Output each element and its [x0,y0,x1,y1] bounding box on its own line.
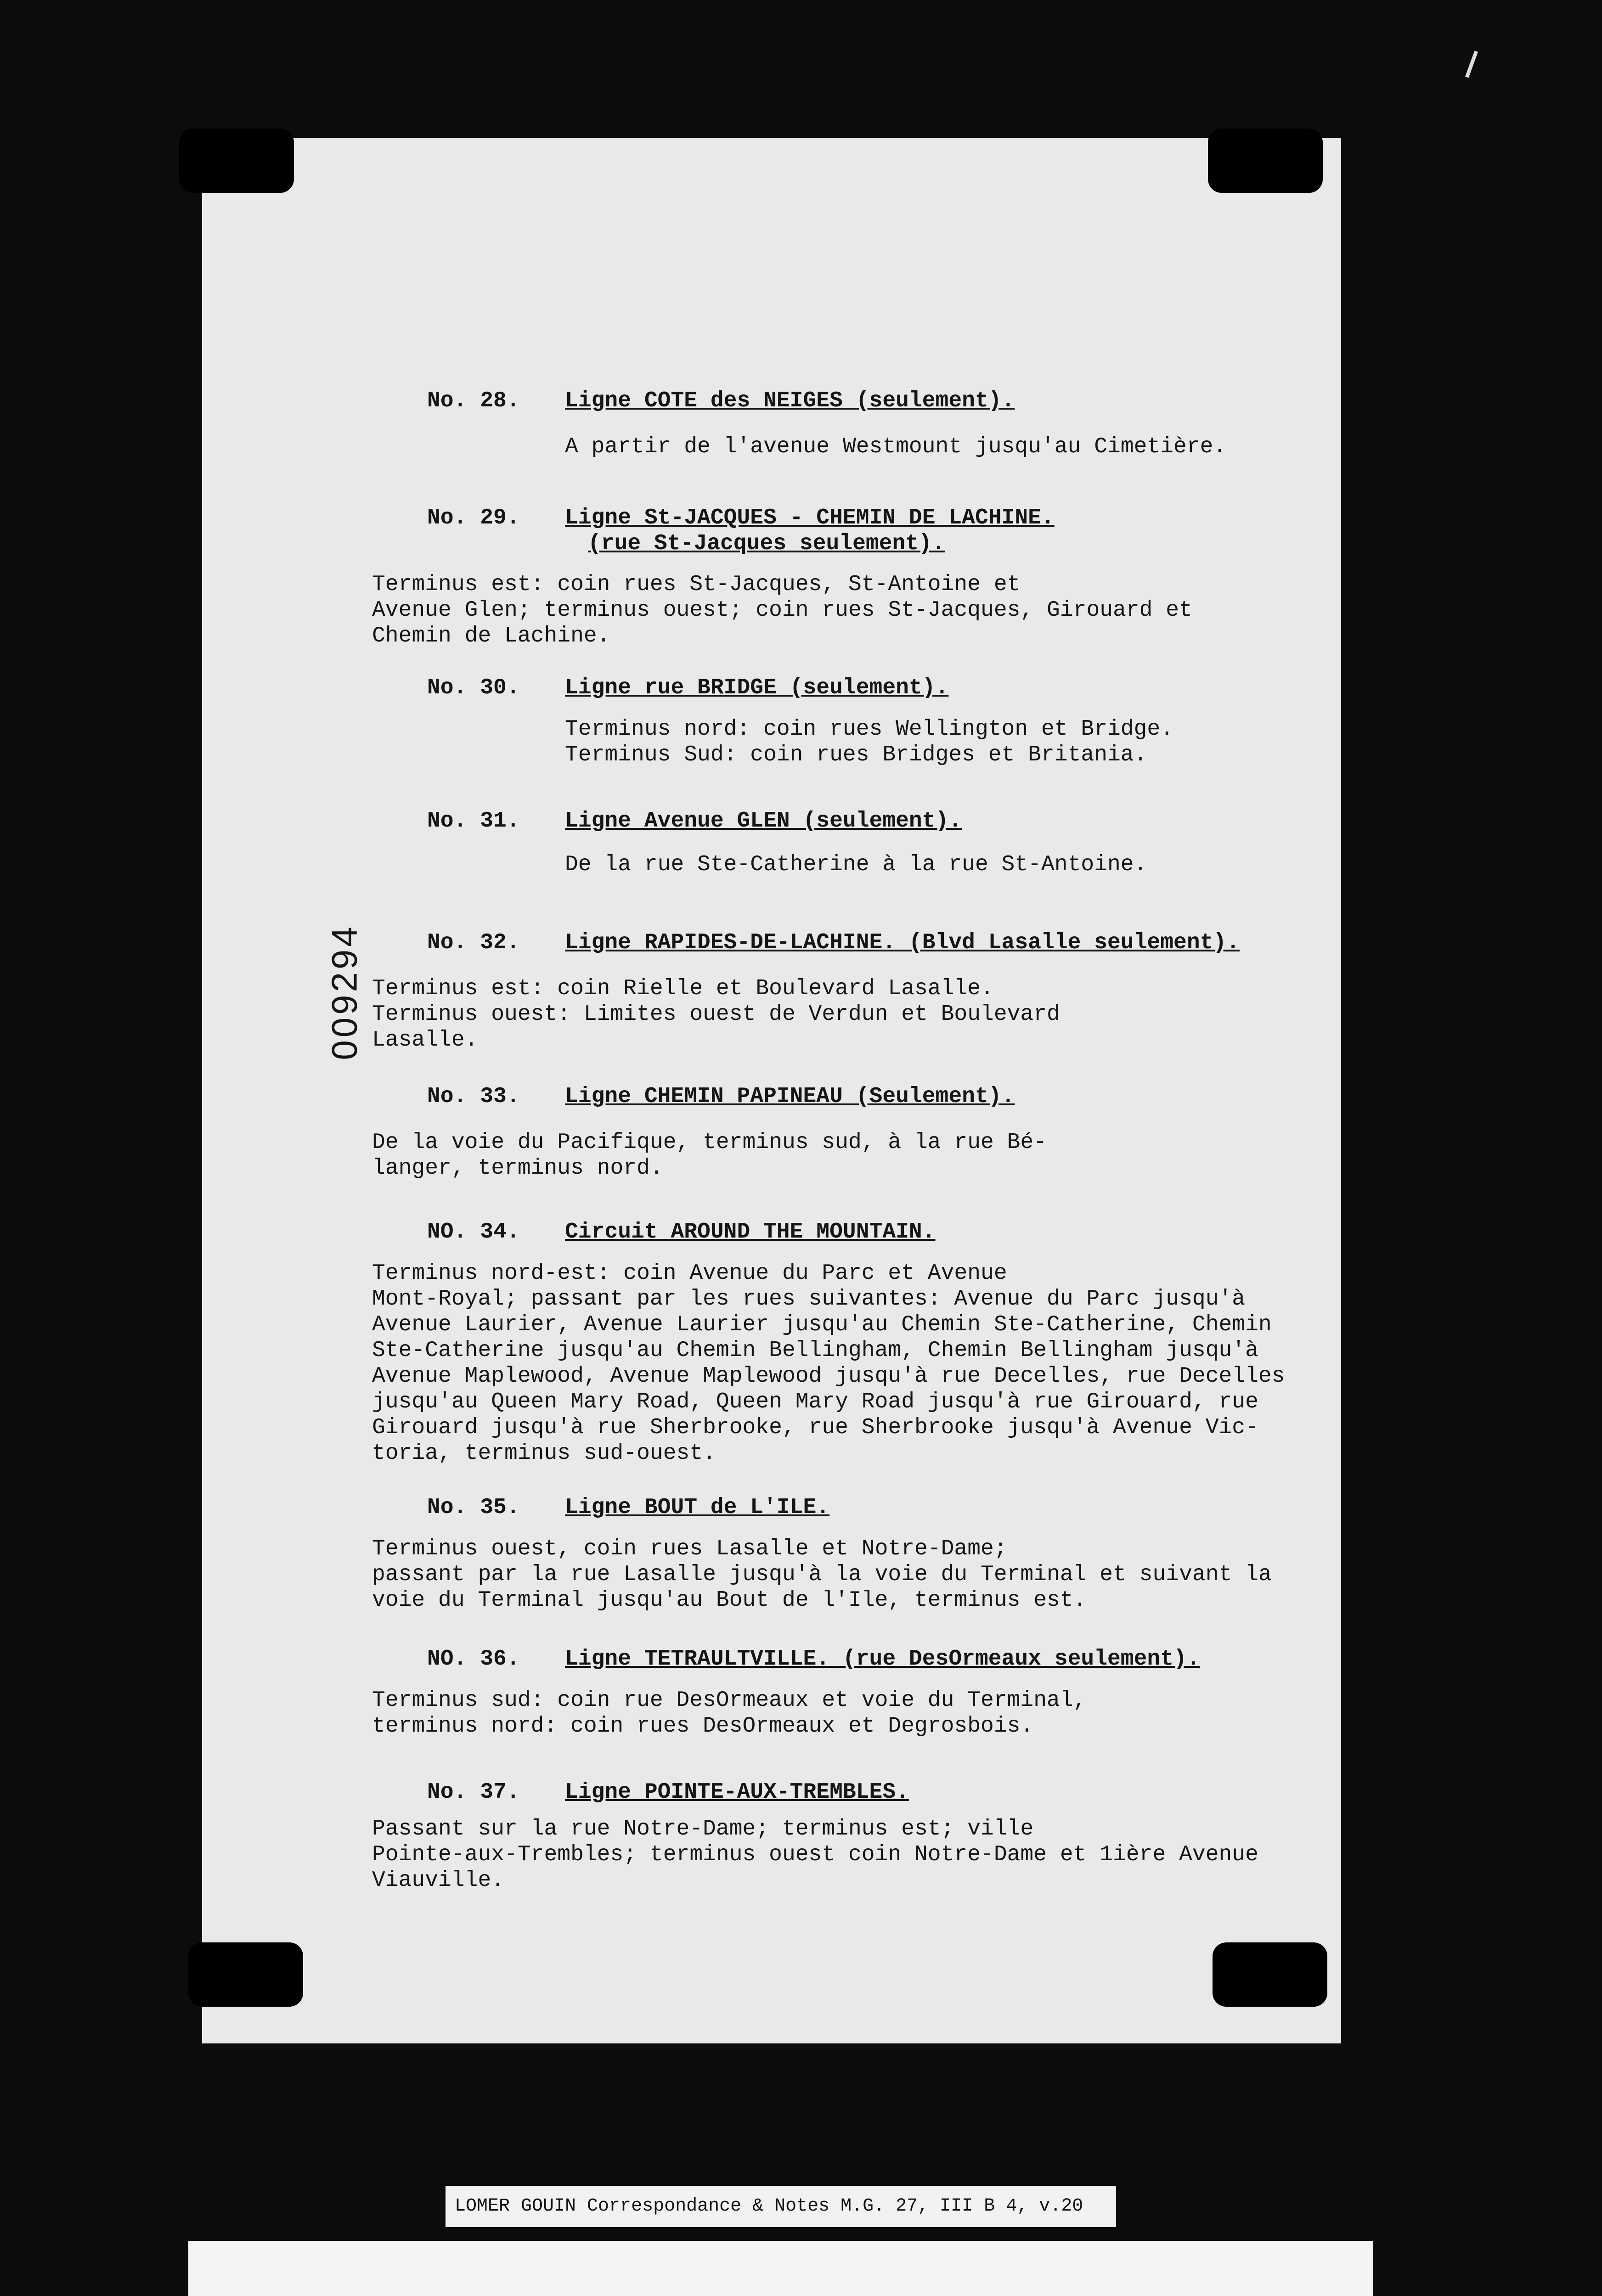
entry-body: De la voie du Pacifique, terminus sud, à la rue Bé- langer, terminus nord. [372,1130,1047,1181]
entry-title: Ligne rue BRIDGE (seulement). [565,675,949,700]
entry-title: Ligne RAPIDES-DE-LACHINE. (Blvd Lasalle seulement). [565,930,1240,955]
binder-clip [1213,1942,1327,2007]
entry-number: No. 35. [427,1495,520,1520]
entry-body: Terminus sud: coin rue DesOrmeaux et voie du Terminal, terminus nord: coin rues DesOrmeaux et Degrosbois. [372,1688,1087,1739]
typed-document-sheet [202,138,1341,2043]
entry-number: No. 33. [427,1084,520,1109]
entry-title: Ligne Avenue GLEN (seulement). [565,809,962,833]
entry-body: Passant sur la rue Notre-Dame; terminus est; ville Pointe-aux-Trembles; terminus ouest coin Notre-Dame et 1ière Avenue Viauville. [372,1817,1258,1893]
entry-body: De la rue Ste-Catherine à la rue St-Antoine. [565,852,1147,877]
entry-title: Ligne St-JACQUES - CHEMIN DE LACHINE. [565,506,1055,530]
entry-title: Ligne TETRAULTVILLE. (rue DesOrmeaux seulement). [565,1647,1200,1671]
entry-title: Ligne POINTE-AUX-TREMBLES. [565,1780,909,1805]
entry-title: Ligne BOUT de L'ILE. [565,1495,830,1520]
entry-number: No. 31. [427,809,520,833]
entry-number: No. 28. [427,388,520,413]
archive-stamp-number: 009294 [324,923,365,1060]
corner-mark [1465,51,1478,78]
entry-title: Ligne CHEMIN PAPINEAU (Seulement). [565,1084,1015,1109]
entry-number: No. 29. [427,506,520,530]
entry-number: No. 32. [427,930,520,955]
binder-clip [188,1942,303,2007]
entry-body: A partir de l'avenue Westmount jusqu'au Cimetière. [565,434,1227,459]
binder-clip [179,129,294,193]
archive-card [188,2241,1373,2296]
entry-number: No. 37. [427,1780,520,1805]
entry-title: Circuit AROUND THE MOUNTAIN. [565,1220,936,1244]
entry-body: Terminus nord-est: coin Avenue du Parc et Avenue Mont-Royal; passant par les rues suivantes: Avenue du Parc jusqu'à Avenue Laurier, Avenue Laurier jusqu'au Chemin Ste-Catherine, Chemin Ste-Catherine jusqu'au Chemin Bellingham, Chemin Bellingham jusqu'à Avenue Maplewood, Avenue Maplewood jusqu'à rue Decelles, rue Decelles jusqu'au Queen Mary Road, Queen Mary Road jusqu'à rue Girouard, rue Girouard jusqu'à rue Sherbrooke, rue Sherbrooke jusqu'à Avenue Vic- toria, terminus sud-ouest. [372,1261,1285,1466]
entry-subtitle: (rue St-Jacques seulement). [588,531,945,556]
entry-body: Terminus est: coin Rielle et Boulevard Lasalle. Terminus ouest: Limites ouest de Verdun et Boulevard Lasalle. [372,976,1060,1052]
collection-caption: LOMER GOUIN Correspondance & Notes M.G. 27, III B 4, v.20 [446,2186,1116,2227]
entry-number: NO. 34. [427,1220,520,1244]
entry-number: No. 30. [427,675,520,700]
entry-body: Terminus ouest, coin rues Lasalle et Notre-Dame; passant par la rue Lasalle jusqu'à la voie du Terminal et suivant la voie du Terminal jusqu'au Bout de l'Ile, terminus est. [372,1536,1272,1613]
entry-body: Terminus nord: coin rues Wellington et Bridge. Terminus Sud: coin rues Bridges et Britania. [565,717,1174,767]
entry-title: Ligne COTE des NEIGES (seulement). [565,388,1015,413]
binder-clip [1208,129,1323,193]
entry-number: NO. 36. [427,1647,520,1671]
entry-body: Terminus est: coin rues St-Jacques, St-Antoine et Avenue Glen; terminus ouest; coin rues St-Jacques, Girouard et Chemin de Lachine. [372,572,1192,648]
